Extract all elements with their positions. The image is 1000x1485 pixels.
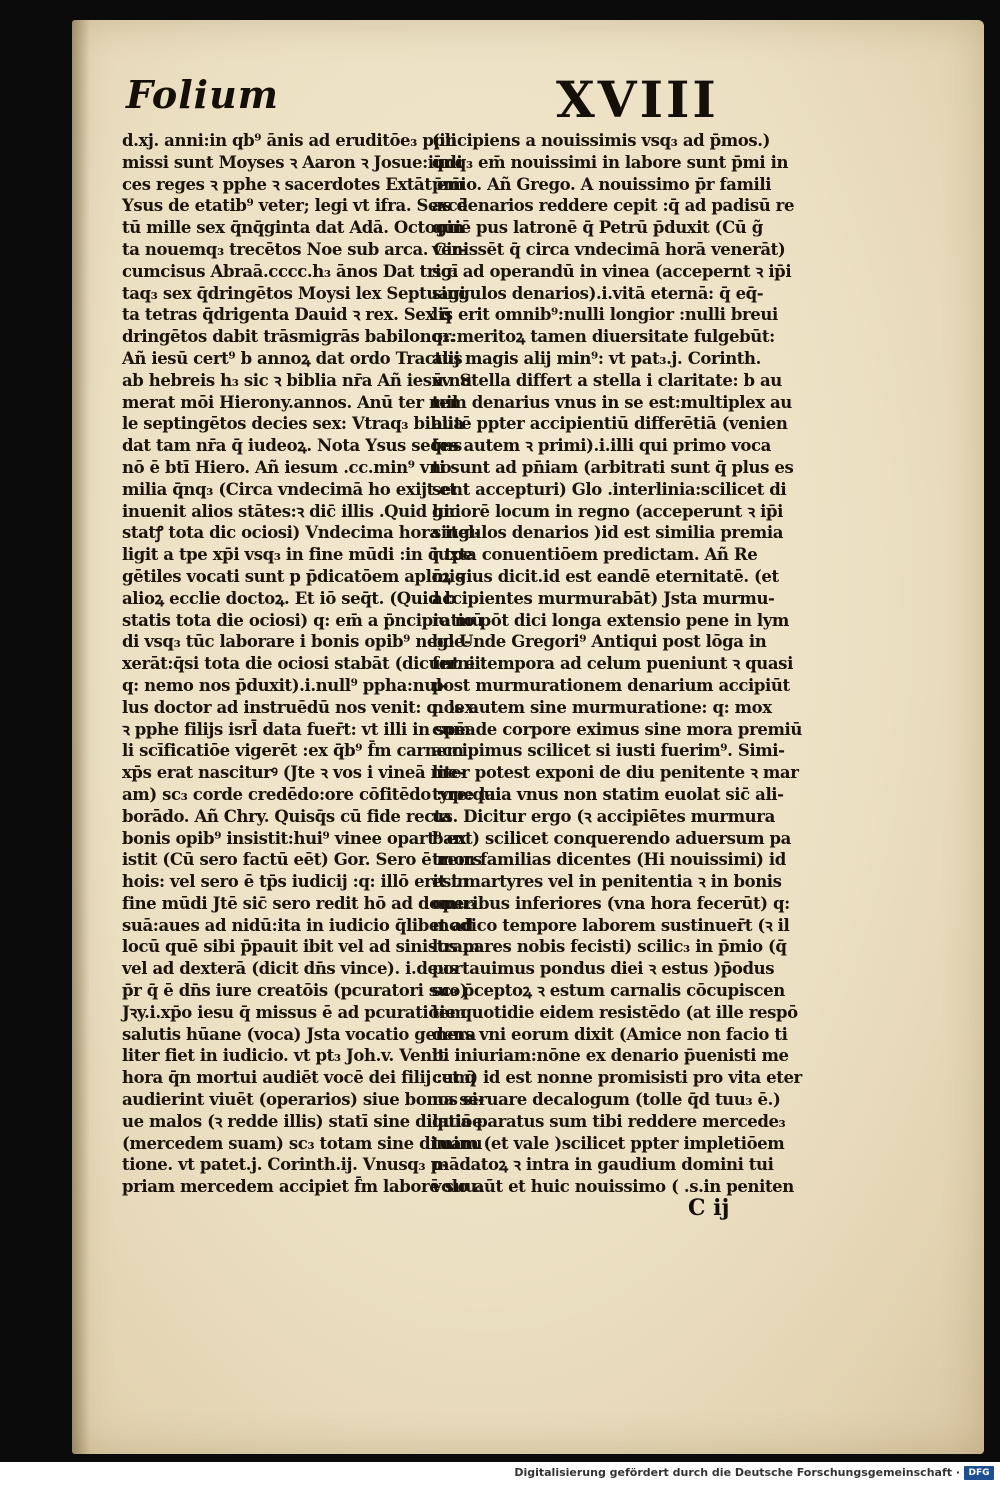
text-line: le septingētos decies sex: Vtraq₃ biblia — [122, 414, 464, 434]
text-line: accipientes murmurabāt) Jsta murmu- — [432, 588, 775, 608]
text-line: xv. Stella differt a stella i claritate: b au — [432, 370, 782, 390]
text-line: am) sc₃ corde credēdo:ore cōfitēdo :ope la — [122, 784, 496, 804]
text-line: tū mille sex q̄nq̄ginta dat Adā. Octogin — [122, 218, 464, 238]
text-line: istit (Cū sero factū eēt) Gor. Sero ē mors — [122, 850, 482, 870]
text-line: Ysus de etatib⁹ veter; legi vt ifra. Sexcē — [122, 196, 468, 216]
text-line: bi iniuriam:nōne ex denario p̄uenisti me — [432, 1046, 789, 1066]
dfg-logo: DFG — [964, 1466, 994, 1480]
text-line: venissēt q̄ circa vndecimā horā venerāt) — [432, 239, 786, 259]
text-line: modico tempore laborem sustinuer̄t (ꝛ il — [432, 915, 790, 935]
text-line: bonis opib⁹ insistit:hui⁹ vinee opart⁹ ex — [122, 828, 467, 848]
page-edge-shadow — [72, 20, 90, 1454]
text-line: singulos denarios).i.vitā eternā: q̄ eq̄- — [432, 283, 764, 303]
text-line: singulos denarios )id est similia premia — [432, 523, 784, 543]
text-line: liter potest exponi de diu penitente ꝛ mar — [432, 763, 799, 783]
text-line: ue malos (ꝛ redde illis) statī sine dilatiōe — [122, 1111, 483, 1131]
text-line: (incipiens a nouissimis vsq₃ ad p̄mos.) — [432, 131, 771, 150]
text-line: ces reges ꝛ pphe ꝛ sacerdotes Extāt em̄ — [122, 174, 465, 194]
text-line: p̄mio. Añ Grego. A nouissimo p̄r famili — [432, 174, 772, 194]
signature-mark: C ij — [688, 1195, 730, 1221]
text-line: post murmurationem denarium accipiūt — [432, 675, 790, 695]
text-line: quiē pus latronē q̄ Petrū p̄duxit (Cū g̃ — [432, 218, 763, 238]
text-line: missi sunt Moyses ꝛ Aaron ꝛ Josue:iudi — [122, 152, 463, 172]
running-head-left: Folium — [126, 72, 279, 117]
text-line: ꝛ pphe filijs isrl̄ data fuer̄t: vt illi in spēa — [122, 719, 476, 739]
text-line: bo Unde Gregori⁹ Antiqui post lōga in — [432, 632, 767, 652]
text-line: accipimus scilicet si iusti fuerim⁹. Simi- — [432, 741, 785, 761]
text-line: trem familias dicentes (Hi nouissimi) id — [432, 850, 786, 870]
text-line: cum) id est nonne promisisti pro vita eter — [432, 1068, 802, 1088]
text-line: locū quē sibi p̄pauit ibit vel ad sinistram — [122, 937, 480, 957]
text-line: lis erit omnib⁹:nulli longior :nulli breui — [432, 305, 778, 325]
text-line: tie quotidie eidem resistēdo (at ille respō — [432, 1002, 798, 1022]
text-line: cumcisus Abraā.cccc.h₃ ānos Dat trigī — [122, 261, 458, 281]
text-line: di vsq₃ tūc laborare i bonis opib⁹ negle- — [122, 632, 471, 652]
text-line: tuam (et vale )scilicet ppter impletiōem — [432, 1133, 785, 1153]
text-line: audierint viuēt (operarios) siue bonos si- — [122, 1090, 485, 1110]
text-line: volo aūt et huic nouissimo ( .s.in peniten — [432, 1177, 794, 1197]
funding-notice: Digitalisierung gefördert durch die Deutsche Forschungsgemeinschaft · — [514, 1466, 960, 1479]
text-line: Añ iesū cert⁹ b annoꝝ dat ordo Tractus — [122, 348, 463, 368]
text-line: d.xj. anni:in qb⁹ ānis ad eruditōe₃ ppli — [122, 131, 457, 150]
folio-number: XVIII — [556, 70, 719, 129]
text-line: tione. vt patet.j. Corinth.ij. Vnusq₃ p- — [122, 1155, 449, 1175]
text-line: migius dicit.id est eandē eternitatē. (et — [432, 566, 779, 586]
text-line: dringētos dabit trāsmigrās babilonq₃. — [122, 327, 455, 347]
text-line: milia q̄nq₃ (Circa vndecimā ho exijt et — [122, 479, 457, 499]
text-line: nos autem sine murmuratione: q: mox — [432, 697, 772, 717]
text-line: alioꝝ ecclie doctoꝝ. Et iō seq̄t. (Quid b — [122, 588, 456, 608]
text-line: hois: vel sero ē tp̄s iudicij :q: illō erit in — [122, 872, 469, 892]
text-line: priam mercedem accipiet f̄m laborē suu₃ — [122, 1177, 484, 1197]
text-line: ti sunt ad pn̄iam (arbitrati sunt q̄ plus es — [432, 457, 794, 477]
text-line: statꝭ tota dic ociosi) Vndecima hora itel- — [122, 523, 481, 543]
text-line: alij magis alij min⁹: vt pat₃.j. Corinth. — [432, 348, 761, 368]
text-line: Jꝛy.i.xp̄o iesu q̄ missus ē ad pcuratiōem — [122, 1002, 467, 1022]
text-column-right — [432, 130, 802, 1198]
text-line: tyre:quia vnus non statim euolat sic̄ ali- — [432, 784, 784, 804]
text-line: borādo. Añ Chry. Quisq̄s cū fide recta — [122, 806, 452, 826]
footer-bar — [0, 1462, 1000, 1485]
text-line: ta nouemq₃ trecētos Noe sub arca. Cir- — [122, 239, 467, 259]
text-line: salutis hūane (voca) Jsta vocatio genera — [122, 1024, 476, 1044]
text-line: hora q̄n mortui audiēt vocē dei filij :et q̄ — [122, 1068, 476, 1088]
text-line: q: nemo nos p̄duxit).i.null⁹ ppha:nul- — [122, 675, 449, 695]
text-line: vel ad dexterā (dicit dn̄s vince). i.deus — [122, 959, 459, 979]
text-line: statis tota die ociosi) q: em̄ a p̄ncipio mū — [122, 610, 484, 630]
text-line: lus doctor ad instruēdū nos venit: q: lex — [122, 697, 474, 717]
text-line: li scīficatiōe vigerēt :ex q̄b⁹ f̄m carnem — [122, 741, 464, 761]
text-line: ta tetras q̄drigenta Dauid ꝛ rex. Sex q̄ — [122, 305, 452, 325]
text-line: (mercedem suam) sc₃ totam sine diminu — [122, 1133, 483, 1153]
text-line: sc₃ ad operandū in vinea (accepernt ꝛ ip̄i — [432, 261, 792, 281]
text-line: taq₃ sex q̄dringētos Moysi lex Septuagi — [122, 283, 466, 303]
text-line: as denarios reddere cepit :q̄ ad padisū re — [432, 196, 795, 216]
text-line: or:meritoꝝ tamen diuersitate fulgebūt: — [432, 327, 775, 347]
text-line: p̄r q̄ ē dn̄s iure creatōis (pcuratori suo) — [122, 981, 468, 1001]
text-line: us. Dicitur ergo (ꝛ accipiētes murmura — [432, 806, 775, 826]
text-column-left — [122, 130, 496, 1198]
text-line: ratio pōt dici longa extensio pene in lym — [432, 610, 789, 630]
text-line: dat tam nr̄a q̄ iudeoꝝ. Nota Ysus seq̄ns — [122, 436, 462, 456]
text-line: bant) scilicet conquerendo aduersum pa — [432, 828, 791, 848]
text-line: ligit a tpe xp̄i vsq₃ in fine mūdi :in q̄ tpe — [122, 545, 473, 565]
text-line: fine mūdi Jtē sic̄ sero redit hō ad domu₃ — [122, 893, 476, 913]
text-line: los pares nobis fecisti) scilic₃ in p̄mio (q̄ — [432, 937, 787, 957]
text-line: tes autem ꝛ primi).i.illi qui primo voca — [432, 436, 771, 456]
text-line: xerāt:q̄si tota die ociosi stabāt (dicunt ei: — [122, 654, 487, 674]
text-line: xp̄s erat nasciturꝰ (Jte ꝛ vos i vineā me- — [122, 763, 465, 783]
text-line: sent accepturi) Glo .interlinia:scilicet di — [432, 479, 787, 499]
text-line: q̄nq₃ em̄ nouissimi in labore sunt p̄mi in — [432, 152, 789, 172]
text-line: liter fiet in iudicio. vt pt₃ Joh.v. Venit — [122, 1046, 445, 1066]
text-line: ab hebreis h₃ sic ꝛ biblia nr̄a Añ iesū nu — [122, 370, 472, 390]
text-line: inuenit alios stātes:ꝛ dic̄ illis .Quid hic — [122, 501, 460, 521]
text-line: autē ppter accipientiū differētiā (venien — [432, 414, 788, 434]
text-line: est martyres vel in penitentia ꝛ in bonis — [432, 872, 782, 892]
text-line: suā:aues ad nidū:ita in iudicio q̄libet ad — [122, 915, 473, 935]
text-line: portauimus pondus diei ꝛ estus )p̄odus — [432, 959, 775, 979]
text-line: merat mōi Hierony.annos. Anū ter mil — [122, 392, 458, 412]
text-line: cum de corpore eximus sine mora premiū — [432, 719, 802, 739]
text-line: iuxta conuentiōem predictam. Añ Re — [432, 545, 758, 565]
text-line: tem denarius vnus in se est:multiplex au — [432, 392, 792, 412]
text-line: nō ē btī Hiero. Añ iesum .cc.min⁹ vno — [122, 457, 452, 477]
text-line: operibus inferiores (vna hora fecerūt) q: — [432, 893, 790, 913]
text-line: sc₃ p̄ceptoꝝ ꝛ estum carnalis cōcupiscen — [432, 981, 785, 1001]
text-line: gētiles vocati sunt p p̄dicatōem aplōꝝ ꝛ — [122, 566, 465, 586]
text-line: ferni tempora ad celum pueniunt ꝛ quasi — [432, 654, 793, 674]
text-line: na seruare decalogum (tolle q̄d tuu₃ ē.) — [432, 1090, 781, 1110]
text-line: mādatoꝝ ꝛ intra in gaudium domini tui — [432, 1155, 774, 1175]
text-line: dens vni eorum dixit (Amice non facio ti — [432, 1024, 788, 1044]
text-line: gniorē locum in regno (acceperunt ꝛ ip̄i — [432, 501, 783, 521]
text-line: quia paratus sum tibi reddere mercede₃ — [432, 1111, 786, 1131]
